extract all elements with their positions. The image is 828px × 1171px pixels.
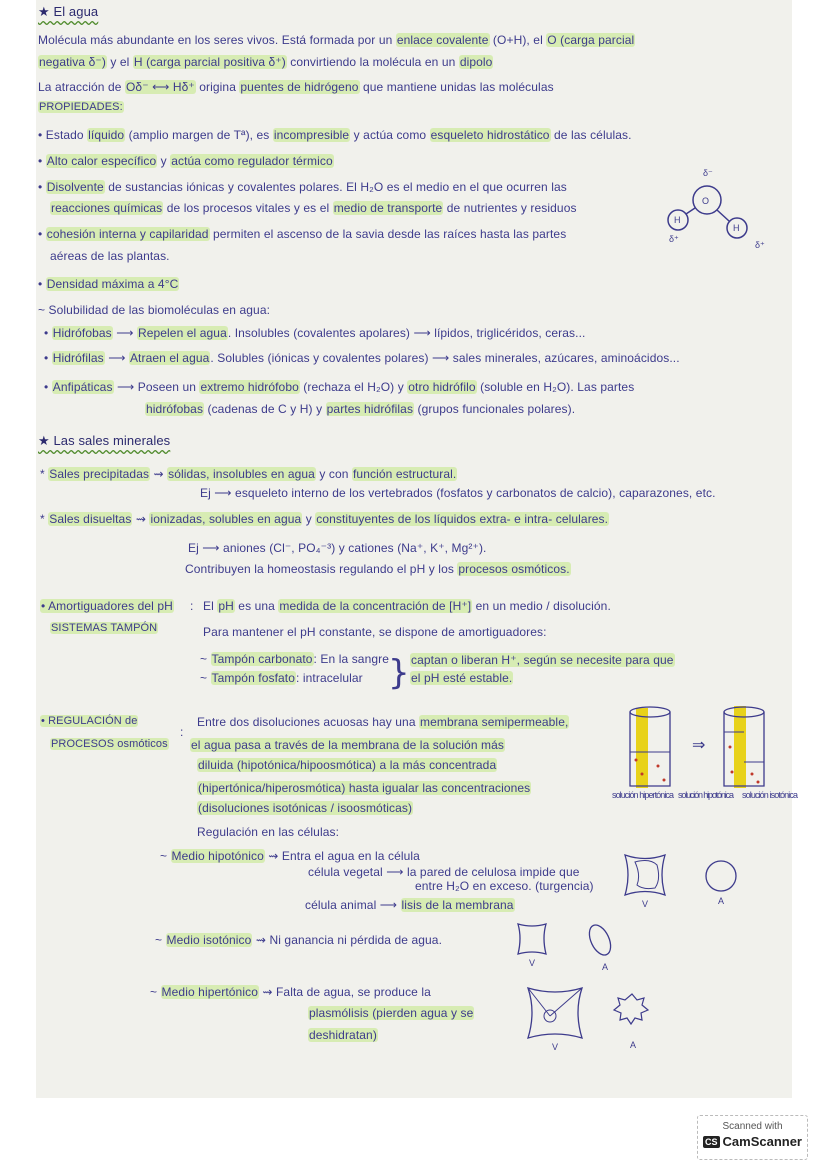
animal-cell-label: A bbox=[602, 962, 609, 972]
label-hipertonica: solución hipertónica bbox=[612, 790, 674, 800]
note-line bbox=[155, 933, 442, 947]
highlighted-text: actúa como regulador térmico bbox=[171, 154, 333, 168]
highlighted-text: • Amortiguadores del pH bbox=[41, 599, 173, 613]
osmosis-beakers-diagram bbox=[612, 702, 802, 817]
note-line bbox=[188, 541, 486, 555]
highlighted-text: reacciones químicas bbox=[51, 201, 163, 215]
highlighted-text: deshidratan) bbox=[309, 1028, 377, 1042]
note-text: (soluble en H₂O). Las partes bbox=[476, 380, 635, 394]
highlighted-text: Sales disueltas bbox=[49, 512, 132, 526]
highlighted-text: cohesión interna y capilaridad bbox=[46, 227, 209, 241]
note-line bbox=[145, 402, 575, 416]
note-text: • Estado bbox=[38, 128, 88, 142]
note-text: * bbox=[40, 512, 49, 526]
note-text: es una bbox=[234, 599, 279, 613]
note-line bbox=[38, 433, 170, 449]
note-line bbox=[44, 351, 680, 365]
note-line bbox=[50, 201, 577, 215]
note-line bbox=[203, 625, 547, 639]
note-text: Molécula más abundante en los seres vivos. Está formada por un bbox=[38, 33, 396, 47]
note-text: : bbox=[180, 725, 184, 739]
note-line bbox=[38, 80, 554, 94]
highlighted-text: PROCESOS osmóticos bbox=[51, 738, 168, 750]
note-text: • bbox=[38, 227, 46, 241]
note-text: (rechaza el H₂O) y bbox=[299, 380, 408, 394]
note-text: • bbox=[44, 351, 52, 365]
note-line bbox=[160, 849, 420, 863]
note-text: • bbox=[44, 326, 52, 340]
note-text: permiten el ascenso de la savia desde las raíces hasta las partes bbox=[209, 227, 567, 241]
highlighted-text: Atraen el agua bbox=[129, 351, 210, 365]
note-text: La atracción de bbox=[38, 80, 125, 94]
highlighted-text: otro hidrófilo bbox=[408, 380, 476, 394]
highlighted-text: membrana semipermeable, bbox=[420, 715, 569, 729]
note-text: ⇝ Ni ganancia ni pérdida de agua. bbox=[252, 933, 443, 947]
note-line bbox=[197, 801, 413, 815]
badge-scanned-with: Scanned with bbox=[722, 1121, 783, 1132]
highlighted-text: extremo hidrófobo bbox=[200, 380, 299, 394]
highlighted-text: Anfipáticas bbox=[52, 380, 113, 394]
note-line bbox=[38, 277, 179, 291]
highlighted-text: hidrófobas bbox=[146, 402, 204, 416]
note-line bbox=[197, 825, 339, 839]
note-text: ⟶ Poseen un bbox=[113, 380, 200, 394]
note-text: célula vegetal ⟶ la pared de celulosa impide que bbox=[308, 865, 580, 879]
note-text: ⇝ Entra el agua en la célula bbox=[264, 849, 420, 863]
note-line bbox=[185, 562, 571, 576]
highlighted-text: sólidas, insolubles en agua bbox=[168, 467, 315, 481]
water-molecule-diagram bbox=[655, 160, 785, 250]
note-line bbox=[308, 865, 580, 879]
brace: } bbox=[388, 653, 410, 693]
vegetal-cell-label: V bbox=[642, 899, 649, 909]
note-text: que mantiene unidas las moléculas bbox=[359, 80, 554, 94]
note-line bbox=[38, 180, 567, 194]
note-text: : intracelular bbox=[296, 671, 363, 685]
highlighted-text: pH bbox=[218, 599, 234, 613]
highlighted-text: el pH esté estable. bbox=[411, 671, 513, 685]
note-text: ~ Solubilidad de las biomoléculas en agua: bbox=[38, 303, 271, 317]
note-line bbox=[38, 55, 493, 69]
note-line bbox=[38, 154, 334, 168]
note-text: ⇝ bbox=[132, 512, 150, 526]
note-line bbox=[305, 898, 515, 912]
note-text: • bbox=[44, 380, 52, 394]
highlighted-text: Sales precipitadas bbox=[49, 467, 150, 481]
highlighted-text: (disoluciones isotónicas / isoosmóticas) bbox=[198, 801, 413, 815]
note-text: . Insolubles (covalentes apolares) ⟶ lípidos, triglicéridos, ceras... bbox=[227, 326, 586, 340]
note-line bbox=[40, 512, 609, 526]
highlighted-text: captan o liberan H⁺, según se necesite para que bbox=[411, 653, 674, 667]
highlighted-text: Hidrófobas bbox=[52, 326, 112, 340]
highlighted-text: Medio hipertónico bbox=[161, 985, 258, 999]
note-text: y actúa como bbox=[350, 128, 430, 142]
highlighted-text: líquido bbox=[88, 128, 125, 142]
vegetal-cell-label: V bbox=[552, 1042, 559, 1052]
note-text: convirtiendo la molécula en un bbox=[286, 55, 459, 69]
note-line bbox=[200, 486, 716, 500]
highlighted-text: diluida (hipotónica/hipoosmótica) a la más concentrada bbox=[198, 758, 497, 772]
note-line bbox=[50, 622, 158, 634]
note-text: ★ Las sales minerales bbox=[38, 433, 171, 448]
note-text: ⟶ bbox=[104, 351, 129, 365]
note-text: Para mantener el pH constante, se dispone de amortiguadores: bbox=[203, 625, 547, 639]
highlighted-text: PROPIEDADES: bbox=[39, 101, 123, 113]
highlighted-text: dipolo bbox=[459, 55, 493, 69]
note-line bbox=[180, 725, 183, 739]
note-text: Ej ⟶ esqueleto interno de los vertebrados (fosfatos y carbonatos de calcio), caparazones, etc. bbox=[200, 486, 716, 500]
note-text: entre H₂O en exceso. (turgencia) bbox=[415, 879, 594, 893]
highlighted-text: Repelen el agua bbox=[137, 326, 227, 340]
note-line bbox=[38, 303, 270, 317]
note-text: ~ bbox=[155, 933, 166, 947]
highlighted-text: Densidad máxima a 4°C bbox=[46, 277, 179, 291]
highlighted-text: O (carga parcial bbox=[547, 33, 635, 47]
highlighted-text: Oδ⁻ ⟷ Hδ⁺ bbox=[126, 80, 195, 94]
note-line bbox=[50, 249, 170, 263]
note-text: • bbox=[38, 154, 46, 168]
note-line bbox=[200, 652, 389, 666]
hydrogen-label: H bbox=[674, 215, 681, 225]
note-text: • bbox=[38, 277, 46, 291]
highlighted-text: enlace covalente bbox=[396, 33, 489, 47]
note-line bbox=[40, 599, 174, 613]
note-line bbox=[308, 1006, 474, 1020]
note-text: aéreas de las plantas. bbox=[50, 249, 170, 263]
note-line bbox=[150, 985, 431, 999]
note-text: ~ bbox=[200, 652, 211, 666]
highlighted-text: ionizadas, solubles en agua bbox=[150, 512, 302, 526]
cells-isotonic-diagram bbox=[510, 918, 620, 973]
note-line bbox=[197, 715, 569, 729]
note-text: Ej ⟶ aniones (Cl⁻, PO₄⁻³) y cationes (Na⁺, K⁺, Mg²⁺). bbox=[188, 541, 487, 555]
highlighted-text: partes hidrófilas bbox=[326, 402, 414, 416]
highlighted-text: incompresible bbox=[273, 128, 350, 142]
note-text: ⟶ bbox=[112, 326, 137, 340]
note-line bbox=[40, 715, 138, 727]
note-text: ~ bbox=[160, 849, 171, 863]
highlighted-text: (hipertónica/hiperosmótica) hasta igualar las concentraciones bbox=[198, 781, 531, 795]
note-text: célula animal ⟶ bbox=[305, 898, 401, 912]
note-text: ~ bbox=[150, 985, 161, 999]
label-hipotonica: solución hipotónica bbox=[678, 790, 734, 800]
highlighted-text: Medio isotónico bbox=[166, 933, 252, 947]
note-text: ⇝ bbox=[150, 467, 168, 481]
highlighted-text: negativa δ⁻) bbox=[39, 55, 106, 69]
note-line bbox=[50, 738, 169, 750]
note-line bbox=[190, 599, 193, 613]
note-line bbox=[38, 33, 635, 47]
note-text: y con bbox=[315, 467, 352, 481]
note-text: Entre dos disoluciones acuosas hay una bbox=[197, 715, 420, 729]
highlighted-text: Disolvente bbox=[46, 180, 104, 194]
note-text: Regulación en las células: bbox=[197, 825, 340, 839]
note-text: y bbox=[302, 512, 316, 526]
note-text: y el bbox=[106, 55, 133, 69]
note-text: : En la sangre bbox=[313, 652, 389, 666]
note-line bbox=[38, 101, 124, 113]
note-line bbox=[38, 128, 632, 142]
note-line bbox=[410, 671, 513, 685]
highlighted-text: Medio hipotónico bbox=[171, 849, 264, 863]
highlighted-text: puentes de hidrógeno bbox=[240, 80, 359, 94]
highlighted-text: lisis de la membrana bbox=[401, 898, 514, 912]
camscanner-logo-icon: CS bbox=[705, 1137, 718, 1147]
note-text: y bbox=[157, 154, 171, 168]
delta-negative: δ⁻ bbox=[703, 168, 713, 178]
vegetal-cell-label: V bbox=[529, 958, 536, 968]
note-line bbox=[44, 380, 634, 394]
note-text: (O+H), el bbox=[489, 33, 547, 47]
note-text: (cadenas de C y H) y bbox=[204, 402, 326, 416]
badge-brand: CamScanner bbox=[722, 1134, 802, 1149]
note-line bbox=[200, 671, 363, 685]
note-text: (grupos funcionales polares). bbox=[414, 402, 576, 416]
note-text: de las células. bbox=[550, 128, 632, 142]
highlighted-text: plasmólisis (pierden agua y se bbox=[309, 1006, 474, 1020]
note-text: de los procesos vitales y es el bbox=[163, 201, 333, 215]
note-text: . Solubles (iónicas y covalentes polares) ⟶ sales minerales, azúcares, aminoácidos... bbox=[210, 351, 680, 365]
note-text: Contribuyen la homeostasis regulando el pH y los bbox=[185, 562, 458, 576]
note-line bbox=[38, 4, 98, 20]
animal-cell-label: A bbox=[630, 1040, 637, 1050]
delta-positive: δ⁺ bbox=[755, 240, 765, 250]
note-line bbox=[38, 227, 566, 241]
note-text: : bbox=[190, 599, 194, 613]
highlighted-text: Hidrófilas bbox=[52, 351, 104, 365]
animal-cell-label: A bbox=[718, 896, 725, 906]
note-text: • bbox=[38, 180, 46, 194]
highlighted-text: el agua pasa a través de la membrana de la solución más bbox=[191, 738, 505, 752]
highlighted-text: SISTEMAS TAMPÓN bbox=[51, 622, 158, 634]
highlighted-text: • REGULACIÓN de bbox=[41, 715, 138, 727]
note-text: de nutrientes y residuos bbox=[443, 201, 577, 215]
note-line bbox=[190, 738, 505, 752]
cells-hypotonic-diagram bbox=[615, 850, 745, 910]
note-text: El bbox=[203, 599, 218, 613]
note-text: origina bbox=[195, 80, 240, 94]
cells-hypertonic-diagram bbox=[520, 982, 670, 1052]
note-line bbox=[44, 326, 585, 340]
note-text: ⇝ Falta de agua, se produce la bbox=[258, 985, 431, 999]
highlighted-text: constituyentes de los líquidos extra- e intra- celulares. bbox=[316, 512, 609, 526]
highlighted-text: H (carga parcial positiva δ⁺) bbox=[133, 55, 286, 69]
camscanner-badge bbox=[697, 1115, 808, 1160]
highlighted-text: esqueleto hidrostático bbox=[430, 128, 550, 142]
note-text: en un medio / disolución. bbox=[472, 599, 611, 613]
note-text: (amplio margen de Tª), es bbox=[125, 128, 273, 142]
note-text: * bbox=[40, 467, 49, 481]
highlighted-text: Tampón fosfato bbox=[211, 671, 295, 685]
note-text: de sustancias iónicas y covalentes polares. El H₂O es el medio en el que ocurren las bbox=[104, 180, 567, 194]
highlighted-text: Alto calor específico bbox=[46, 154, 157, 168]
note-line bbox=[197, 758, 497, 772]
arrow-icon: ⇒ bbox=[692, 737, 706, 754]
note-line bbox=[415, 879, 594, 893]
hydrogen-label: H bbox=[733, 223, 740, 233]
note-line bbox=[203, 599, 611, 613]
note-line bbox=[308, 1028, 378, 1042]
note-text: ~ bbox=[200, 671, 211, 685]
note-text: ★ El agua bbox=[38, 4, 99, 19]
note-line bbox=[197, 781, 531, 795]
highlighted-text: medida de la concentración de [H⁺] bbox=[279, 599, 472, 613]
highlighted-text: procesos osmóticos. bbox=[458, 562, 570, 576]
highlighted-text: función estructural. bbox=[352, 467, 457, 481]
highlighted-text: medio de transporte bbox=[333, 201, 443, 215]
note-line bbox=[40, 467, 457, 481]
oxygen-label: O bbox=[702, 196, 710, 206]
delta-positive: δ⁺ bbox=[669, 234, 679, 244]
note-line bbox=[410, 653, 675, 667]
highlighted-text: Tampón carbonato bbox=[211, 652, 313, 666]
label-isotonica: solución isotónica bbox=[742, 790, 798, 800]
